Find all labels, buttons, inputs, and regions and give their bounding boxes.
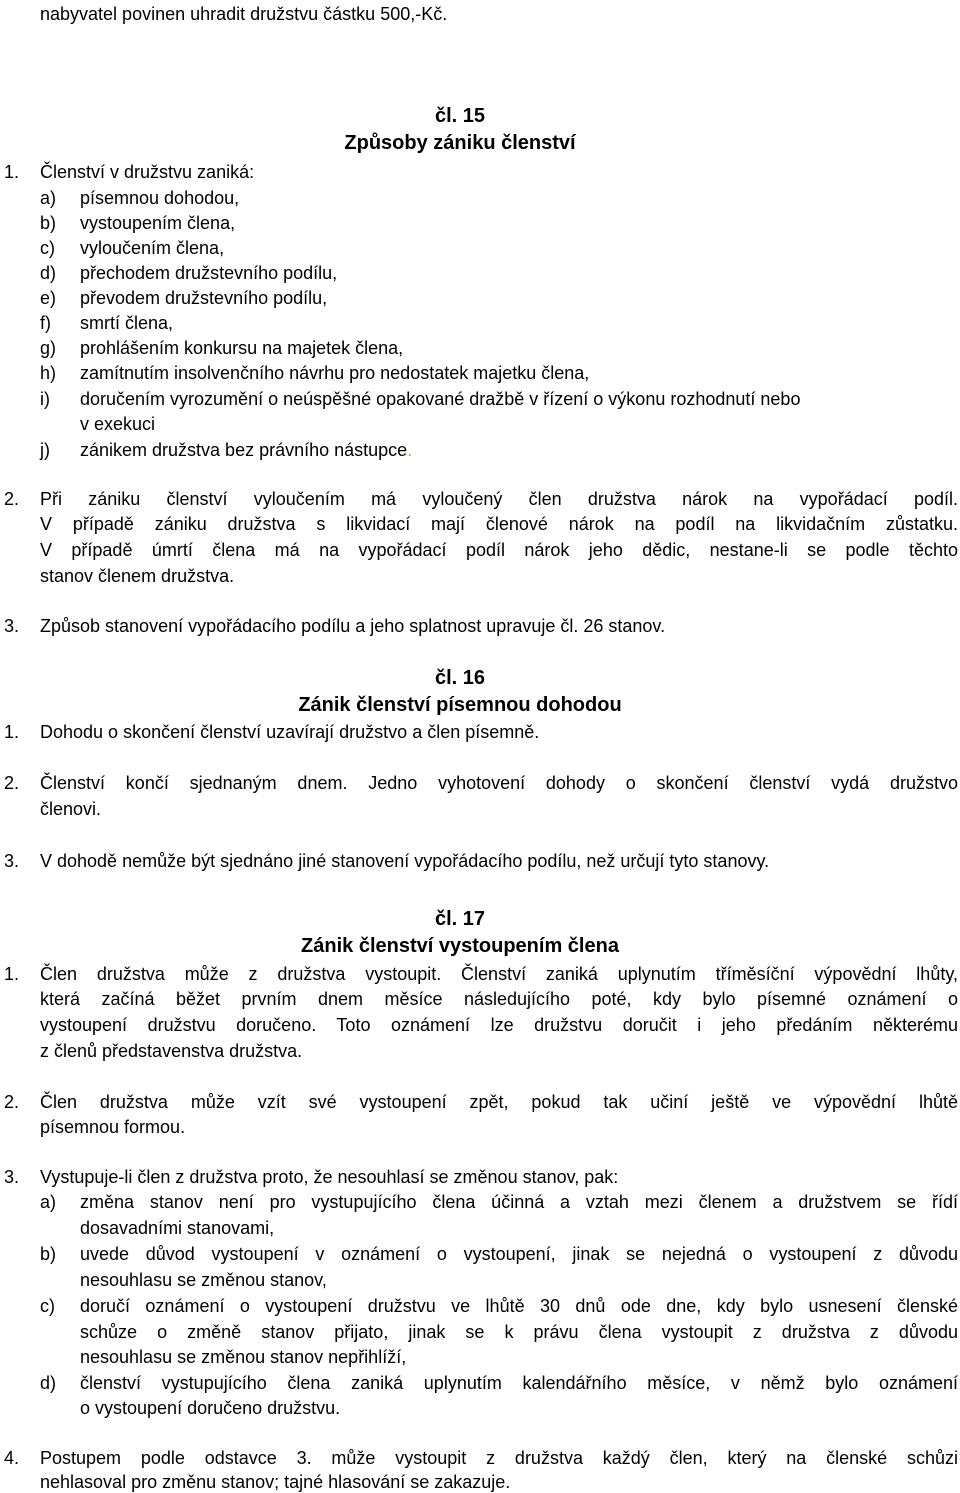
- art17-p2-number: 2.: [4, 1092, 20, 1112]
- list-item-end: .: [407, 440, 413, 460]
- art17-p2-line: písemnou formou.: [40, 1117, 186, 1137]
- list-item-continuation: nesouhlasu se změnou stanov,: [80, 1270, 327, 1290]
- art15-p2-line: V případě zániku družstva s likvidací mají členové nárok na podíl na likvidačním zůstatku.: [40, 514, 958, 534]
- list-item: přechodem družstevního podílu,: [80, 263, 338, 283]
- list-item: členství vystupujícího člena zaniká uplynutím kalendářního měsíce, v němž bylo oznámení: [80, 1373, 958, 1393]
- list-label: c): [40, 238, 55, 258]
- article-15-title: Způsoby zániku členství: [344, 132, 576, 154]
- art15-p3-text: Způsob stanovení vypořádacího podílu a jeho splatnost upravuje čl. 26 stanov.: [40, 616, 666, 636]
- list-item: vystoupením člena,: [80, 213, 236, 233]
- list-item-text: zánikem družstva bez právního nástupce: [80, 440, 408, 460]
- list-label: d): [40, 1373, 57, 1393]
- list-item: smrtí člena,: [80, 313, 174, 333]
- art15-p2-line: V případě úmrtí člena má na vypořádací podíl nárok jeho dědic, nestane-li se podle těchto: [40, 540, 958, 560]
- article-16-title: Zánik členství písemnou dohodou: [298, 694, 622, 716]
- list-item-continuation: v exekuci: [80, 414, 156, 434]
- art17-p4-number: 4.: [4, 1448, 20, 1468]
- list-item: doručením vyrozumění o neúspěšné opakované dražbě v řízení o výkonu rozhodnutí nebo: [80, 389, 801, 409]
- list-item-continuation: o vystoupení doručeno družstvu.: [80, 1398, 341, 1418]
- art17-p4-line: Postupem podle odstavce 3. může vystoupit z družstva každý člen, který na členské schůzi: [40, 1448, 958, 1468]
- art17-p3-text: Vystupuje-li člen z družstva proto, že nesouhlasí se změnou stanov, pak:: [40, 1167, 619, 1187]
- list-item: zamítnutím insolvenčního návrhu pro nedostatek majetku člena,: [80, 363, 590, 383]
- art15-p2-line: Při zániku členství vyloučením má vyloučený člen družstva nárok na vypořádací podíl.: [40, 489, 958, 509]
- art16-p1-text: Dohodu o skončení členství uzavírají družstvo a člen písemně.: [40, 722, 540, 742]
- art17-p4-line: nehlasoval pro změnu stanov; tajné hlasování se zakazuje.: [40, 1472, 511, 1492]
- list-label: a): [40, 1192, 57, 1212]
- intro-line: nabyvatel povinen uhradit družstvu částku 500,-Kč.: [40, 4, 448, 24]
- list-label: g): [40, 338, 57, 358]
- list-item: změna stanov není pro vystupujícího člena účinná a vztah mezi členem a družstvem se řídí: [80, 1192, 958, 1212]
- art15-p2-number: 2.: [4, 489, 20, 509]
- list-item-continuation: nesouhlasu se změnou stanov nepřihlíží,: [80, 1347, 407, 1367]
- list-item: převodem družstevního podílu,: [80, 288, 328, 308]
- article-17-title: Zánik členství vystoupením člena: [301, 935, 619, 957]
- list-item: prohlášením konkursu na majetek člena,: [80, 338, 404, 358]
- art17-p1-line: která začíná běžet prvním dnem měsíce následujícího poté, kdy bylo písemné oznámení o: [40, 989, 958, 1009]
- art15-p1-number: 1.: [4, 162, 20, 182]
- art17-p1-line: z členů představenstva družstva.: [40, 1041, 303, 1061]
- art17-p1-line: Člen družstva může z družstva vystoupit. Členství zaniká uplynutím tříměsíční výpovědní lhůty,: [40, 964, 958, 984]
- list-label: d): [40, 263, 57, 283]
- list-label: c): [40, 1296, 55, 1316]
- art16-p3-number: 3.: [4, 851, 20, 871]
- list-label: f): [40, 313, 51, 333]
- art15-p2-line: stanov členem družstva.: [40, 566, 235, 586]
- list-label: b): [40, 213, 57, 233]
- list-item-continuation: dosavadními stanovami,: [80, 1218, 275, 1238]
- list-item: vyloučením člena,: [80, 238, 225, 258]
- art17-p1-number: 1.: [4, 964, 20, 984]
- article-17-number: čl. 17: [434, 908, 486, 930]
- art17-p3-number: 3.: [4, 1167, 20, 1187]
- article-16-number: čl. 16: [434, 667, 486, 689]
- list-label: b): [40, 1244, 57, 1264]
- art17-p2-line: Člen družstva může vzít své vystoupení zpět, pokud tak učiní ještě ve výpovědní lhůtě: [40, 1092, 958, 1112]
- list-label: e): [40, 288, 57, 308]
- art16-p1-number: 1.: [4, 722, 20, 742]
- art15-p1-text: Členství v družstvu zaniká:: [40, 162, 255, 182]
- list-label: h): [40, 363, 57, 383]
- list-label: a): [40, 188, 57, 208]
- list-item-continuation: schůze o změně stanov přijato, jinak se k právu člena vystoupit z družstva z důvodu: [80, 1322, 958, 1342]
- list-label: j): [40, 440, 50, 460]
- list-label: i): [40, 389, 50, 409]
- art16-p2-line: Členství končí sjednaným dnem. Jedno vyhotovení dohody o skončení členství vydá družstvo: [40, 773, 958, 793]
- list-item: písemnou dohodou,: [80, 188, 240, 208]
- article-15-number: čl. 15: [434, 105, 486, 127]
- list-item: uvede důvod vystoupení v oznámení o vystoupení, jinak se nejedná o vystoupení z důvodu: [80, 1244, 958, 1264]
- art15-p3-number: 3.: [4, 616, 20, 636]
- art17-p1-line: vystoupení družstvu doručeno. Toto oznámení lze družstvu doručit i jeho předáním některému: [40, 1015, 958, 1035]
- list-item: doručí oznámení o vystoupení družstvu ve lhůtě 30 dnů ode dne, kdy bylo usnesení členské: [80, 1296, 958, 1316]
- art16-p2-number: 2.: [4, 773, 20, 793]
- list-item: [80, 440, 412, 460]
- art16-p3-text: V dohodě nemůže být sjednáno jiné stanovení vypořádacího podílu, než určují tyto stanovy.: [40, 851, 770, 871]
- art16-p2-line: členovi.: [40, 799, 102, 819]
